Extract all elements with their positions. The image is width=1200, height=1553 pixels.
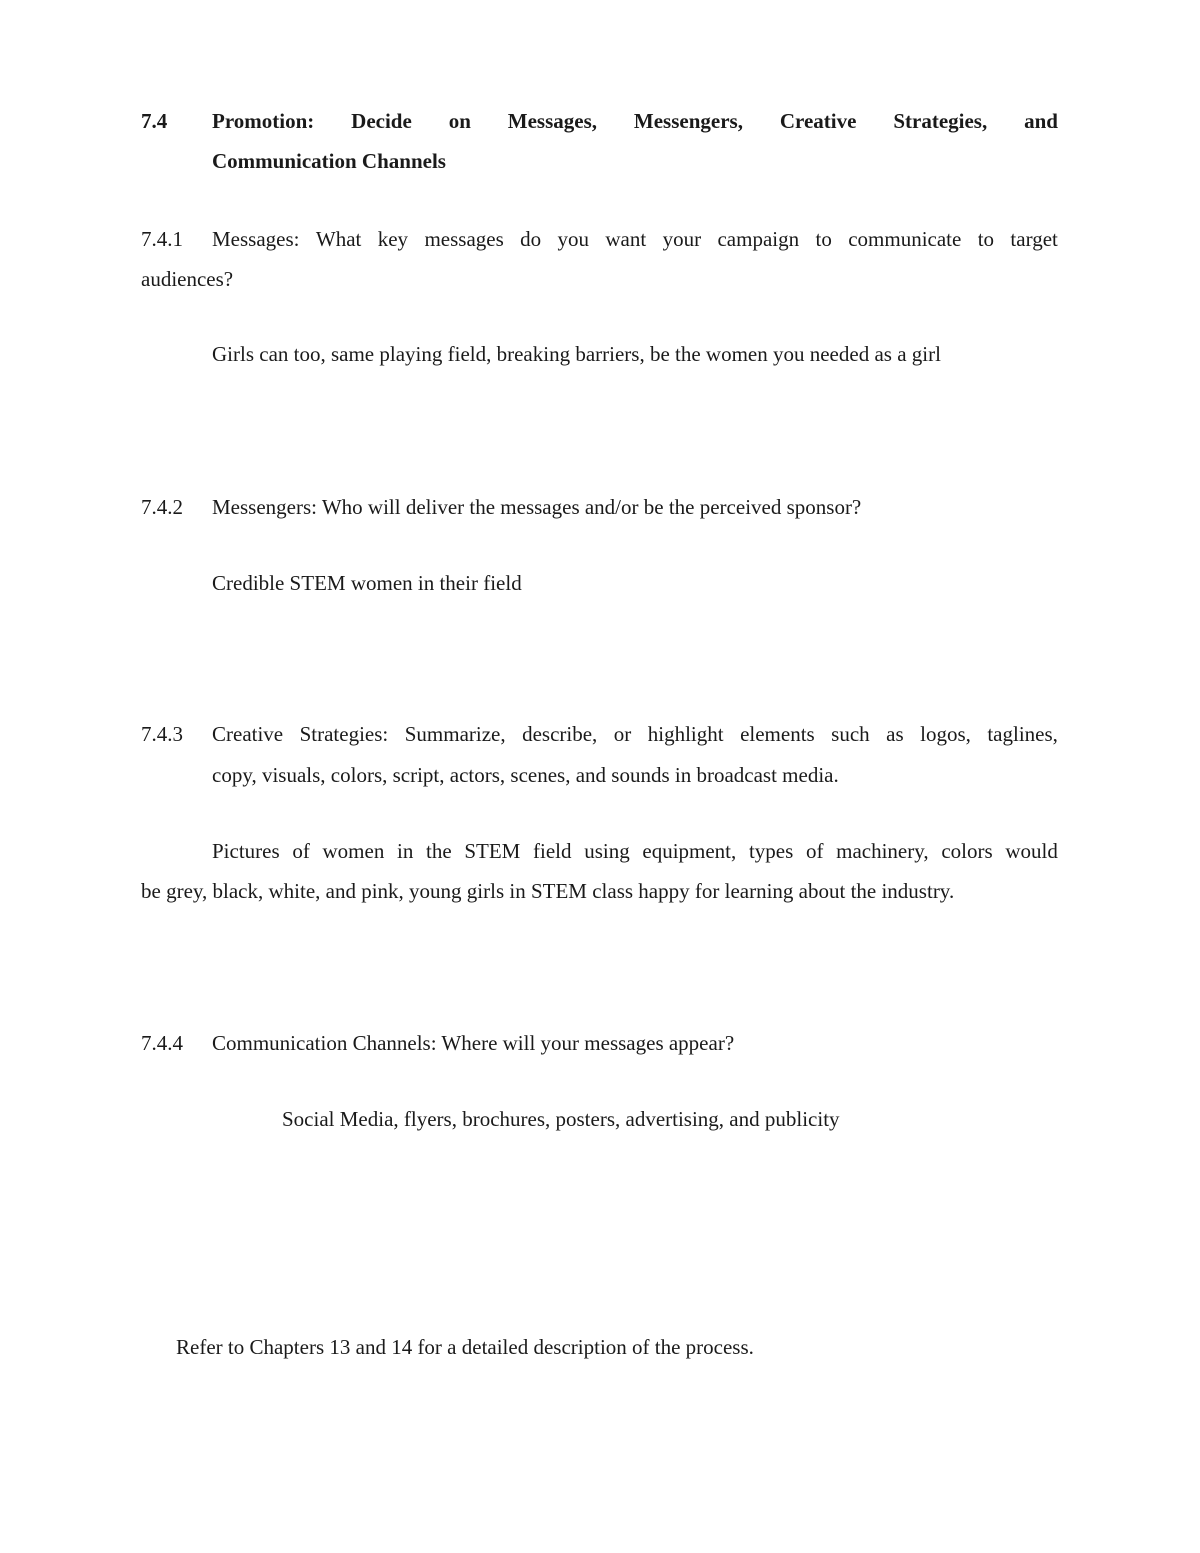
section-number: 7.4 [141,109,168,133]
word: elements [740,722,815,746]
word: do [520,227,542,251]
q2-question: Messengers: Who will deliver the messages and/or be the perceived sponsor? [212,495,862,519]
q2-answer: Credible STEM women in their field [212,571,522,595]
word: Messages: [212,227,300,251]
word: logos, [920,722,971,746]
word: communicate [848,227,962,251]
word: messages [424,227,504,251]
word: Strategies, [893,109,988,133]
word: you [557,227,590,251]
word: using [584,839,630,863]
word: as [886,722,904,746]
word: equipment, [642,839,737,863]
q1-question-line2: audiences? [141,267,234,291]
section-title-line2: Communication Channels [212,149,446,173]
word: of [292,839,310,863]
word: Decide [351,109,412,133]
word: taglines, [987,722,1058,746]
word: to [977,227,995,251]
q3-question-line1 [212,721,1058,747]
q1-number: 7.4.1 [141,227,183,251]
word: Messengers, [633,109,743,133]
word: Strategies: [299,722,389,746]
word: describe, [522,722,598,746]
word: of [805,839,824,863]
word: target [1010,227,1058,251]
q4-answer: Social Media, flyers, brochures, posters, advertising, and publicity [282,1107,840,1131]
word: types [748,839,794,863]
word: would [1005,839,1058,863]
q2-number: 7.4.2 [141,495,183,519]
word: the [426,839,452,863]
q3-answer-line1 [212,838,1058,864]
q1-answer: Girls can too, same playing field, breaking barriers, be the women you needed as a girl [212,342,941,366]
word: campaign [717,227,800,251]
word: STEM [464,839,521,863]
word: highlight [647,722,724,746]
word: in [397,839,414,863]
word: your [662,227,702,251]
q4-question: Communication Channels: Where will your messages appear? [212,1031,735,1055]
q4-number: 7.4.4 [141,1031,183,1055]
word: What [315,227,362,251]
word: on [448,109,471,133]
word: women [322,839,385,863]
word: want [605,227,647,251]
word: and [1024,109,1058,133]
word: Creative [779,109,857,133]
section-title-line1 [212,108,1058,134]
footer-note: Refer to Chapters 13 and 14 for a detailed description of the process. [176,1335,754,1359]
word: such [831,722,870,746]
word: Promotion: [212,109,315,133]
word: machinery, [836,839,929,863]
q3-answer-line2: be grey, black, white, and pink, young girls in STEM class happy for learning about the industry. [141,879,955,903]
word: colors [941,839,993,863]
word: or [613,722,632,746]
word: Creative [212,722,284,746]
word: field [533,839,572,863]
word: key [377,227,409,251]
q1-question-line1 [212,226,1058,252]
q3-question-line2: copy, visuals, colors, script, actors, scenes, and sounds in broadcast media. [212,763,839,787]
word: to [815,227,832,251]
word: Messages, [507,109,598,133]
word: Summarize, [404,722,506,746]
word: Pictures [212,839,280,863]
q3-number: 7.4.3 [141,722,183,746]
